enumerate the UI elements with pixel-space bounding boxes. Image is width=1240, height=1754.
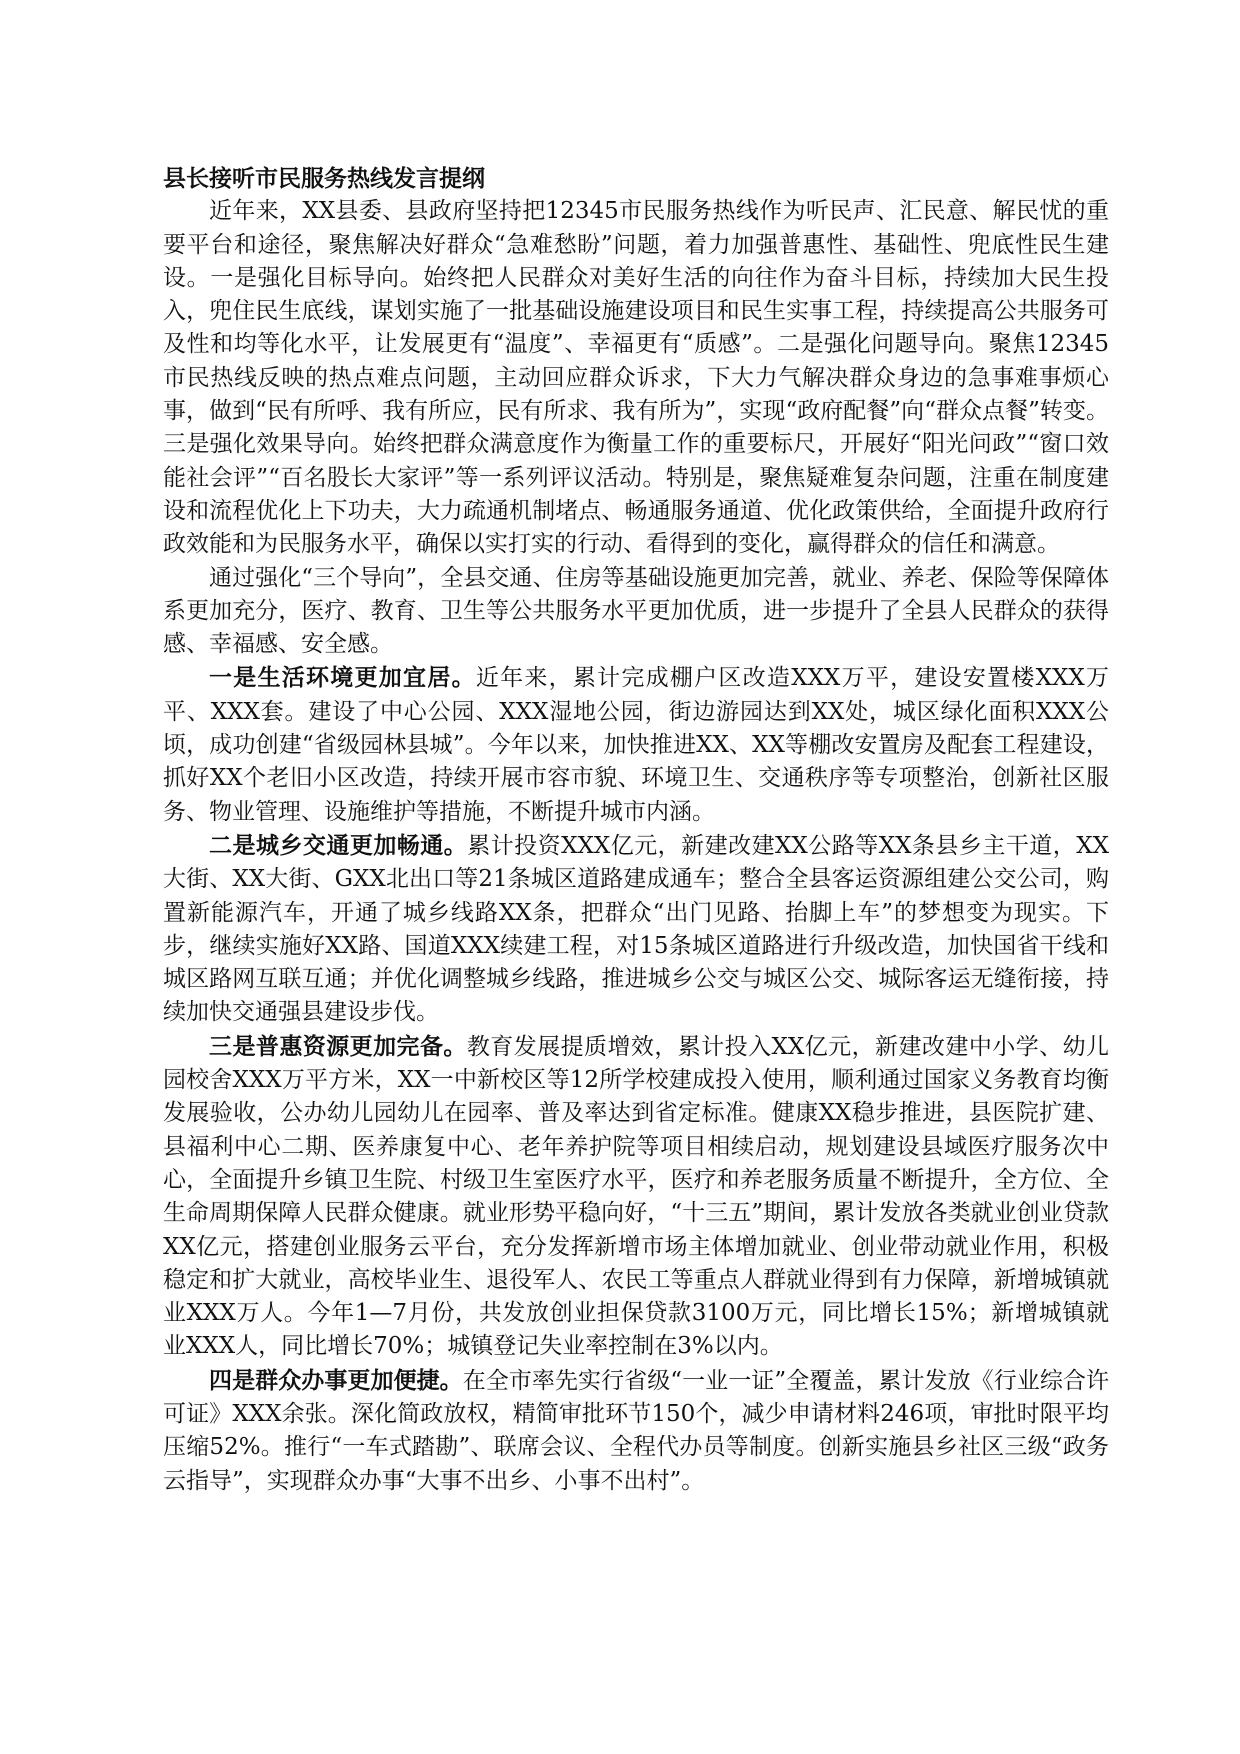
heading-transportation: 二是城乡交通更加畅通。 xyxy=(209,831,468,859)
paragraph-living-environment xyxy=(163,661,1109,828)
document-title: 县长接听市民服务热线发言提纲 xyxy=(163,165,485,192)
heading-services: 四是群众办事更加便捷。 xyxy=(209,1366,463,1394)
text-services: 在全市率先实行省级“一业一证”全覆盖，累计发放《行业综合许可证》XXX余张。深化简政放权，精简审批环节150个，减少申请材料246项，审批时限平均压缩52%。推行“一车式踏勘”、联席会议、全程代办员等制度。创新实施县乡社区三级“政务云指导”，实现群众办事“大事不出乡、小事不出村”。 xyxy=(163,1367,1109,1494)
text-living-environment: 近年来，累计完成棚户区改造XXX万平，建设安置楼XXX万平、XXX套。建设了中心公园、XXX湿地公园，街边游园达到XX处，城区绿化面积XXX公顷，成功创建“省级园林县城”。今年以来，加快推进XX、XX等棚改安置房及配套工程建设，抓好XX个老旧小区改造，持续开展市容市貌、环境卫生、交通秩序等专项整治，创新社区服务、物业管理、设施维护等措施，不断提升城市内涵。 xyxy=(163,665,1110,825)
document-body xyxy=(163,162,1109,1498)
paragraph-intro: 近年来，XX县委、县政府坚持把12345市民服务热线作为听民声、汇民意、解民忧的重要平台和途径，聚焦解决好群众“急难愁盼”问题，着力加强普惠性、基础性、兜底性民生建设。一是强化目标导向。始终把人民群众对美好生活的向往作为奋斗目标，持续加大民生投入，兜住民生底线，谋划实施了一批基础设施建设项目和民生实事工程，持续提高公共服务可及性和均等化水平，让发展更有“温度”、幸福更有“质感”。二是强化问题导向。聚焦12345市民热线反映的热点难点问题，主动回应群众诉求，下大力气解决群众身边的急事难事烦心事，做到“民有所呼、我有所应，民有所求、我有所为”，实现“政府配餐”向“群众点餐”转变。三是强化效果导向。始终把群众满意度作为衡量工作的重要标尺，开展好“阳光问政”“窗口效能社会评”“百名股长大家评”等一系列评议活动。特别是，聚焦疑难复杂问题，注重在制度建设和流程优化上下功夫，大力疏通机制堵点、畅通服务通道、优化政策供给，全面提升政府行政效能和为民服务水平，确保以实打实的行动、看得到的变化，赢得群众的信任和满意。 xyxy=(163,198,1109,558)
heading-public-resources: 三是普惠资源更加完备。 xyxy=(209,1032,467,1060)
text-public-resources: 教育发展提质增效，累计投入XX亿元，新建改建中小学、幼儿园校舍XXX万平方米，XX一中新校区等12所学校建成投入使用，顺利通过国家义务教育均衡发展验收，公办幼儿园幼儿在园率、普及率达到省定标准。健康XX稳步推进，县医院扩建、县福利中心二期、医养康复中心、老年养护院等项目相续启动，规划建设县域医疗服务次中心，全面提升乡镇卫生院、村级卫生室医疗水平，医疗和养老服务质量不断提升，全方位、全生命周期保障人民群众健康。就业形势平稳向好，“十三五”期间，累计发放各类就业创业贷款XX亿元，搭建创业服务云平台，充分发挥新增市场主体增加就业、创业带动就业作用，积极稳定和扩大就业，高校毕业生、退役军人、农民工等重点人群就业得到有力保障，新增城镇就业XXX万人。今年1—7月份，共发放创业担保贷款3100万元，同比增长15%；新增城镇就业XXX人，同比增长70%；城镇登记失业率控制在3%以内。 xyxy=(163,1033,1110,1360)
heading-living-environment: 一是生活环境更加宜居。 xyxy=(209,664,476,692)
paragraph-public-resources xyxy=(163,1030,1109,1364)
paragraph-transportation xyxy=(163,829,1109,1030)
paragraph-summary: 通过强化“三个导向”，全县交通、住房等基础设施更加完善，就业、养老、保险等保障体系更加充分，医疗、教育、卫生等公共服务水平更加优质，进一步提升了全县人民群众的获得感、幸福感、安全感。 xyxy=(163,564,1109,658)
paragraph-services xyxy=(163,1364,1109,1498)
text-transportation: 累计投资XXX亿元，新建改建XX公路等XX条县乡主干道，XX大街、XX大街、GXX北出口等21条城区道路建成通车；整合全县客运资源组建公交公司，购置新能源汽车，开通了城乡线路XX条，把群众“出门见路、抬脚上车”的梦想变为现实。下步，继续实施好XX路、国道XXX续建工程，对15条城区道路进行升级改造，加快国省干线和城区路网互联互通；并优化调整城乡线路，推进城乡公交与城区公交、城际客运无缝衔接，持续加快交通强县建设步伐。 xyxy=(163,832,1110,1026)
